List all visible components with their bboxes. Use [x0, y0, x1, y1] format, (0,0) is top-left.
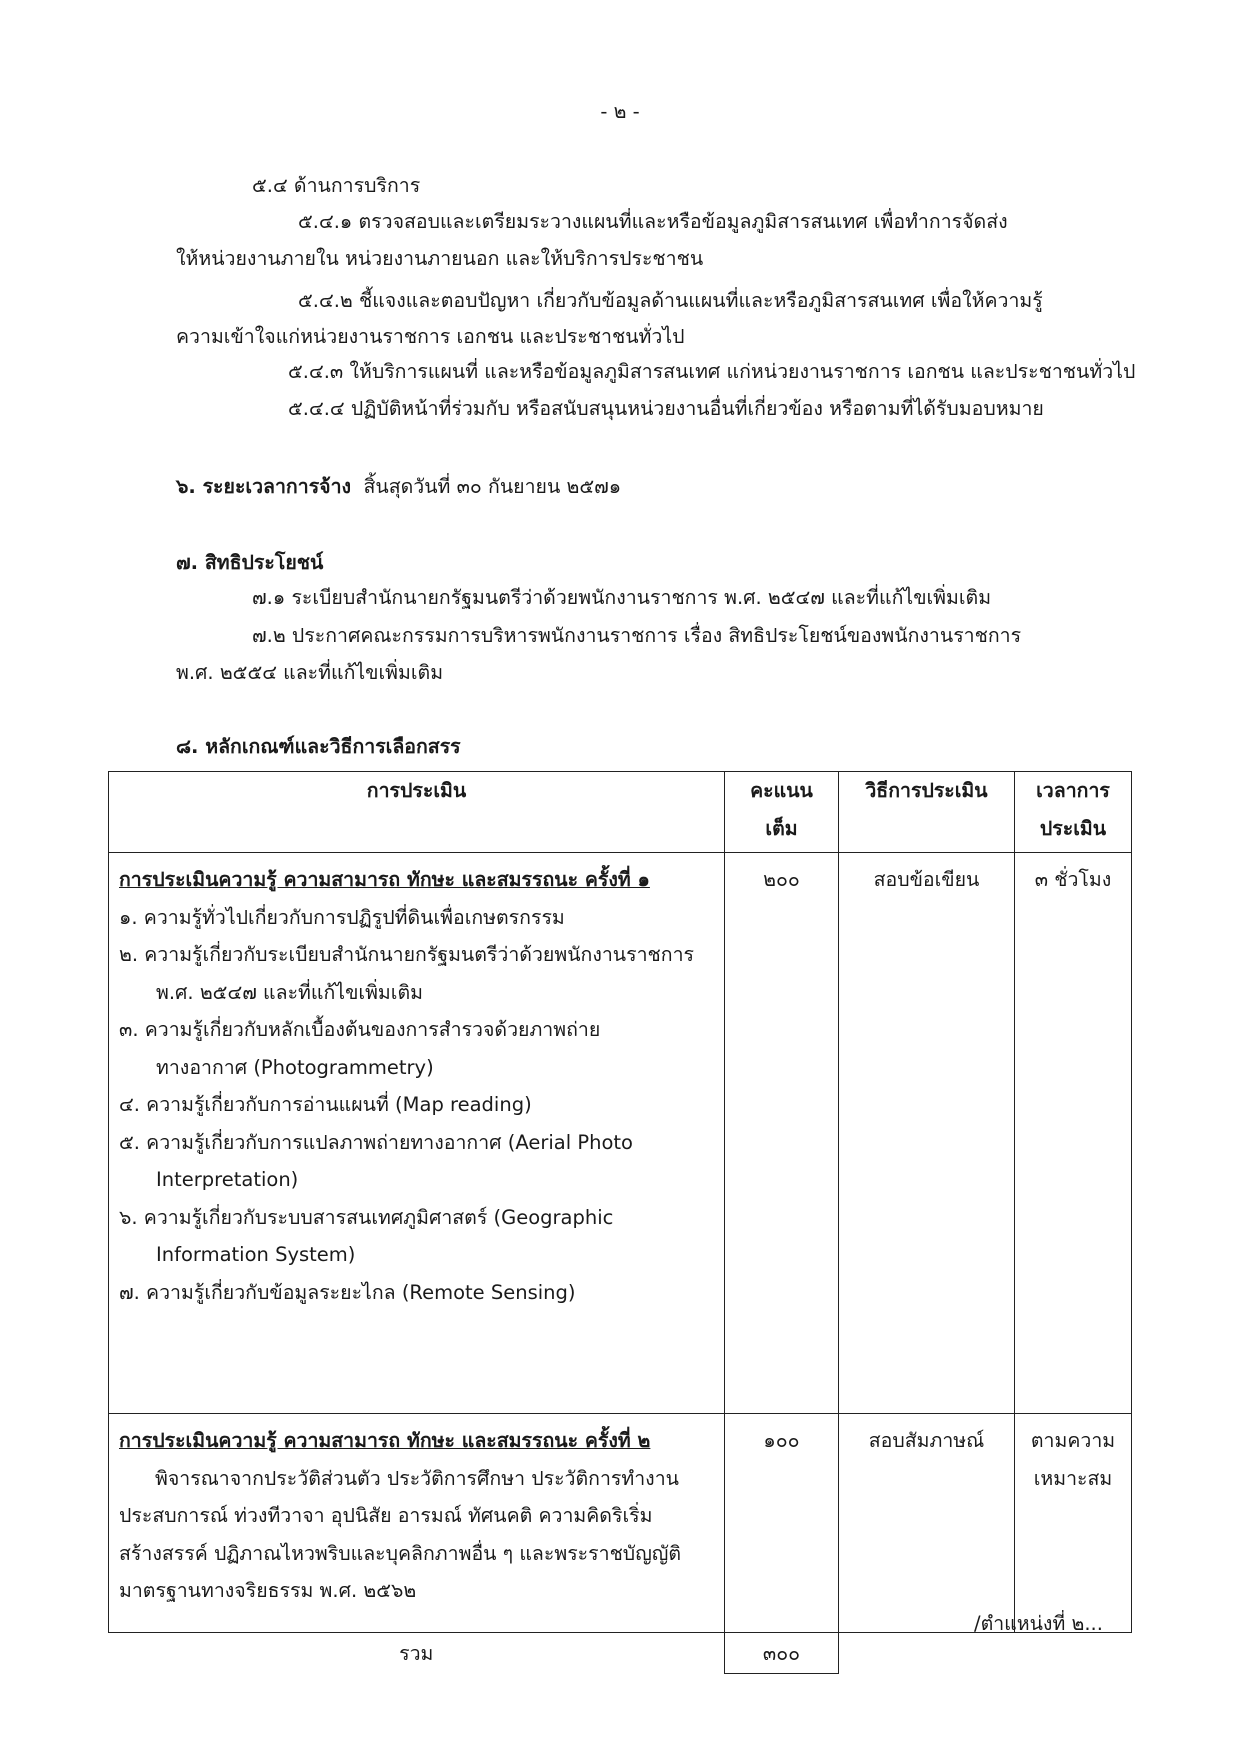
row2-line: ประสบการณ์ ท่วงทีวาจา อุปนิสัย อารมณ์ ทัศนคติ ความคิดริเริ่ม — [119, 1504, 653, 1527]
section-5-4-2-line2: ความเข้าใจแก่หน่วยงานราชการ เอกชน และประชาชนทั่วไป — [176, 325, 685, 348]
row1-line: ๖. ความรู้เกี่ยวกับระบบสารสนเทศภูมิศาสตร์ (Geographic — [119, 1205, 614, 1229]
header-time: เวลาการ ประเมิน — [1015, 772, 1132, 853]
row2-line: สร้างสรรค์ ปฏิภาณไหวพริบและบุคลิกภาพอื่น ๆ และพระราชบัญญัติ — [119, 1541, 682, 1565]
row2-method: สอบสัมภาษณ์ — [839, 1414, 1015, 1633]
header-assessment: การประเมิน — [109, 772, 725, 853]
section-7-title: ๗. สิทธิประโยชน์ — [176, 551, 324, 574]
row1-line: Information System) — [156, 1243, 356, 1266]
section-5-4-3: ๕.๔.๓ ให้บริการแผนที่ และหรือข้อมูลภูมิสารสนเทศ แก่หน่วยงานราชการ เอกชน และประชาชนทั่วไป — [288, 360, 1136, 383]
header-method: วิธีการประเมิน — [839, 772, 1015, 853]
section-5-4-1-line1: ๕.๔.๑ ตรวจสอบและเตรียมระวางแผนที่และหรือข้อมูลภูมิสารสนเทศ เพื่อทำการจัดส่ง — [298, 210, 1008, 233]
row2-assessment — [109, 1414, 725, 1633]
selection-criteria-table — [108, 771, 1132, 1674]
row1-line: ๗. ความรู้เกี่ยวกับข้อมูลระยะไกล (Remote Sensing) — [119, 1280, 576, 1304]
row1-line: ๔. ความรู้เกี่ยวกับการอ่านแผนที่ (Map reading) — [119, 1093, 532, 1116]
table-row — [109, 853, 1132, 1414]
row2-line: พิจารณาจากประวัติส่วนตัว ประวัติการศึกษา ประวัติการทำงาน — [155, 1466, 679, 1490]
row1-line: ๒. ความรู้เกี่ยวกับระเบียบสำนักนายกรัฐมนตรีว่าด้วยพนักงานราชการ — [119, 943, 695, 966]
footer-continuation-note: /ตำแหน่งที่ ๒... — [974, 1612, 1103, 1635]
total-label: รวม — [399, 1641, 434, 1665]
row1-line: ๕. ความรู้เกี่ยวกับการแปลภาพถ่ายทางอากาศ (Aerial Photo — [119, 1130, 633, 1154]
row1-score: ๒๐๐ — [725, 853, 839, 1414]
row1-line: พ.ศ. ๒๕๔๗ และที่แก้ไขเพิ่มเติม — [156, 980, 423, 1004]
row1-heading: การประเมินความรู้ ความสามารถ ทักษะ และสมรรถนะ ครั้งที่ ๑ — [119, 868, 650, 891]
row2-line: มาตรฐานทางจริยธรรม พ.ศ. ๒๕๖๒ — [119, 1579, 417, 1602]
section-6 — [176, 471, 621, 502]
row1-time: ๓ ชั่วโมง — [1015, 853, 1132, 1414]
row1-line: Interpretation) — [156, 1168, 299, 1191]
row1-line: ทางอากาศ (Photogrammetry) — [156, 1055, 434, 1079]
row1-line: ๓. ความรู้เกี่ยวกับหลักเบื้องต้นของการสำรวจด้วยภาพถ่าย — [119, 1018, 601, 1041]
section-7-2-line2: พ.ศ. ๒๕๕๔ และที่แก้ไขเพิ่มเติม — [176, 661, 444, 684]
section-5-4-1-line2: ให้หน่วยงานภายใน หน่วยงานภายนอก และให้บริการประชาชน — [176, 247, 704, 270]
row1-line: ๑. ความรู้ทั่วไปเกี่ยวกับการปฏิรูปที่ดินเพื่อเกษตรกรรม — [119, 905, 565, 929]
section-5-4-title: ๕.๔ ด้านการบริการ — [252, 174, 421, 197]
section-5-4-4: ๕.๔.๔ ปฏิบัติหน้าที่ร่วมกับ หรือสนับสนุนหน่วยงานอื่นที่เกี่ยวข้อง หรือตามที่ได้รับมอบหมาย — [288, 397, 1044, 420]
section-5-4-2-line1: ๕.๔.๒ ชี้แจงและตอบปัญหา เกี่ยวกับข้อมูลด้านแผนที่และหรือภูมิสารสนเทศ เพื่อให้ความรู้ — [298, 289, 1043, 312]
section-6-value: สิ้นสุดวันที่ ๓๐ กันยายน ๒๕๗๑ — [363, 475, 622, 498]
row1-method: สอบข้อเขียน — [839, 853, 1015, 1414]
page-number: - ๒ - — [600, 100, 640, 123]
section-7-1: ๗.๑ ระเบียบสำนักนายกรัฐมนตรีว่าด้วยพนักงานราชการ พ.ศ. ๒๕๔๗ และที่แก้ไขเพิ่มเติม — [252, 586, 992, 609]
row2-heading: การประเมินความรู้ ความสามารถ ทักษะ และสมรรถนะ ครั้งที่ ๒ — [119, 1429, 651, 1452]
total-value: ๓๐๐ — [725, 1633, 839, 1674]
section-6-title: ๖. ระยะเวลาการจ้าง — [176, 475, 352, 498]
row2-score: ๑๐๐ — [725, 1414, 839, 1633]
table-row — [109, 1414, 1132, 1633]
section-8-title: ๘. หลักเกณฑ์และวิธีการเลือกสรร — [176, 735, 461, 758]
header-full-score: คะแนน เต็ม — [725, 772, 839, 853]
row2-time: ตามความ เหมาะสม — [1015, 1414, 1132, 1633]
row1-assessment — [109, 853, 725, 1414]
table-header-row — [109, 772, 1132, 853]
section-7-2-line1: ๗.๒ ประกาศคณะกรรมการบริหารพนักงานราชการ เรื่อง สิทธิประโยชน์ของพนักงานราชการ — [252, 624, 1022, 647]
